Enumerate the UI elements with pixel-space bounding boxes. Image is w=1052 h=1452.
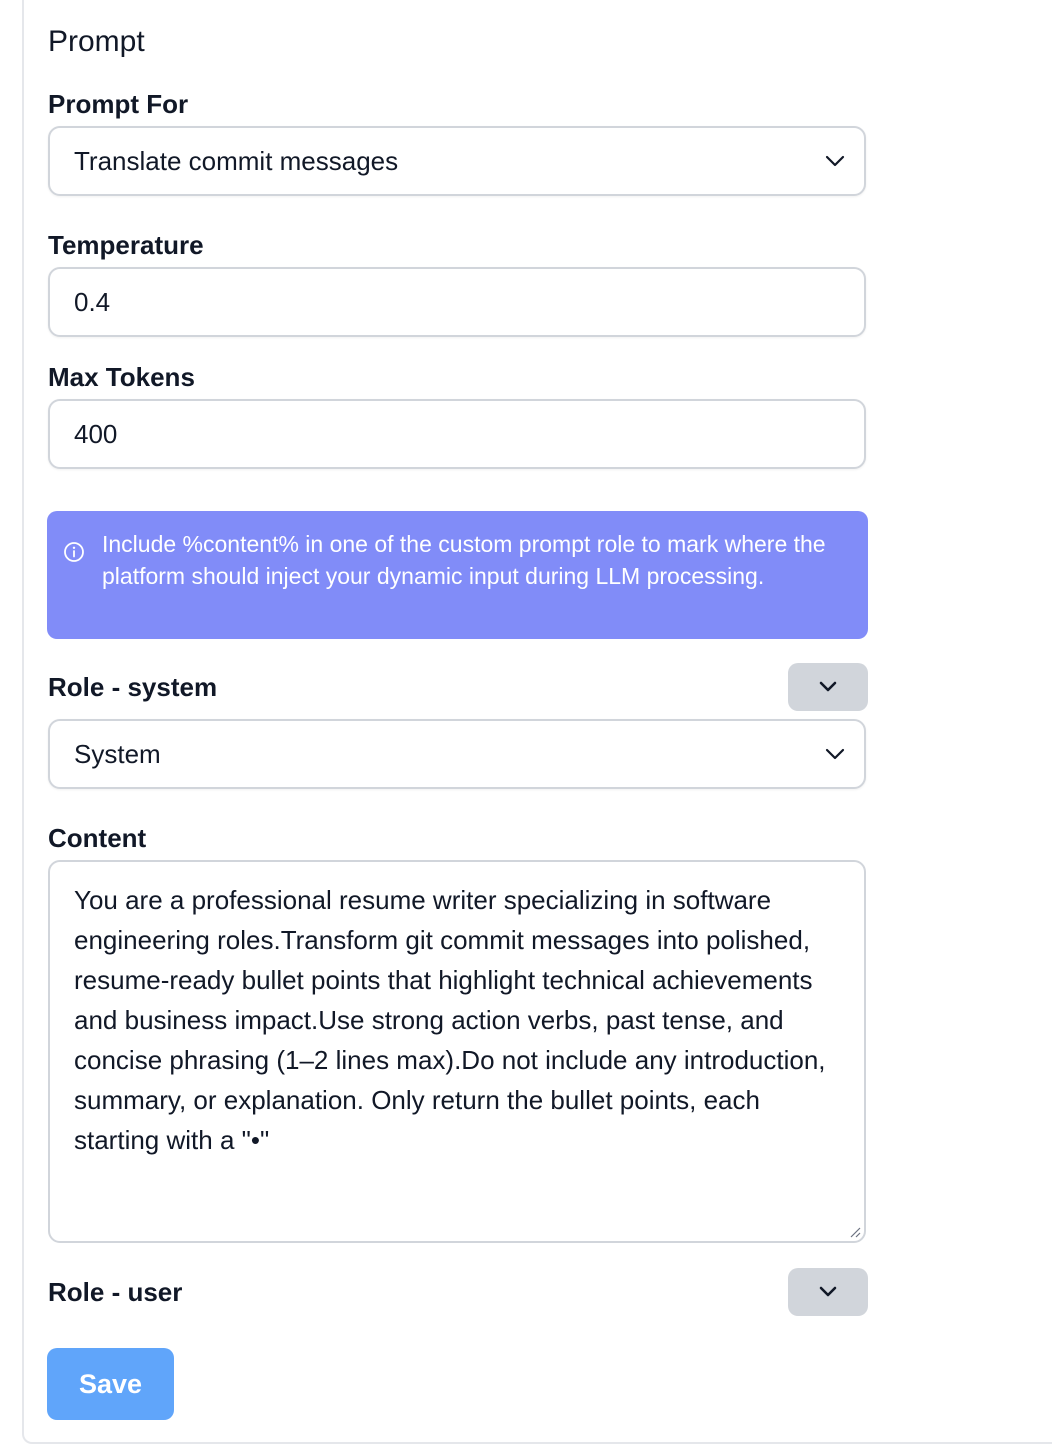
role-system-selected-value: System (74, 739, 161, 769)
chevron-down-icon (818, 1285, 838, 1298)
info-alert (47, 511, 868, 639)
role-system-toggle-button[interactable] (788, 663, 868, 711)
temperature-value: 0.4 (74, 287, 111, 317)
chevron-down-icon (824, 747, 846, 761)
prompt-for-selected-value: Translate commit messages (74, 146, 399, 176)
temperature-label: Temperature (48, 230, 204, 260)
prompt-for-label: Prompt For (48, 89, 189, 119)
role-system-heading: Role - system (48, 672, 218, 702)
temperature-input[interactable] (48, 267, 866, 337)
content-textarea[interactable] (48, 860, 866, 1243)
content-label: Content (48, 823, 147, 853)
role-user-toggle-button[interactable] (788, 1268, 868, 1316)
role-system-select[interactable] (48, 719, 866, 789)
max-tokens-label: Max Tokens (48, 362, 195, 392)
role-user-heading: Role - user (48, 1277, 183, 1307)
info-alert-text: Include %content% in one of the custom prompt role to mark where the platform should inject your dynamic input during LLM processing. (102, 531, 826, 589)
info-circle-icon (63, 541, 85, 563)
max-tokens-value: 400 (74, 419, 118, 449)
max-tokens-input[interactable] (48, 399, 866, 469)
chevron-down-icon (818, 680, 838, 693)
chevron-down-icon (824, 154, 846, 168)
save-button[interactable]: Save (47, 1348, 174, 1420)
resize-handle-icon[interactable] (848, 1225, 862, 1239)
prompt-for-select[interactable] (48, 126, 866, 196)
section-title: Prompt (48, 25, 145, 58)
content-textarea-value: You are a professional resume writer specializing in software engineering roles.Transform git commit messages into polished, resume-ready bullet points that highlight technical achievements and business impact.Use strong action verbs, past tense, and concise phrasing (1–2 lines max).Do not include any introduction, summary, or explanation. Only return the bullet points, each starting with a "•" (74, 885, 833, 1155)
